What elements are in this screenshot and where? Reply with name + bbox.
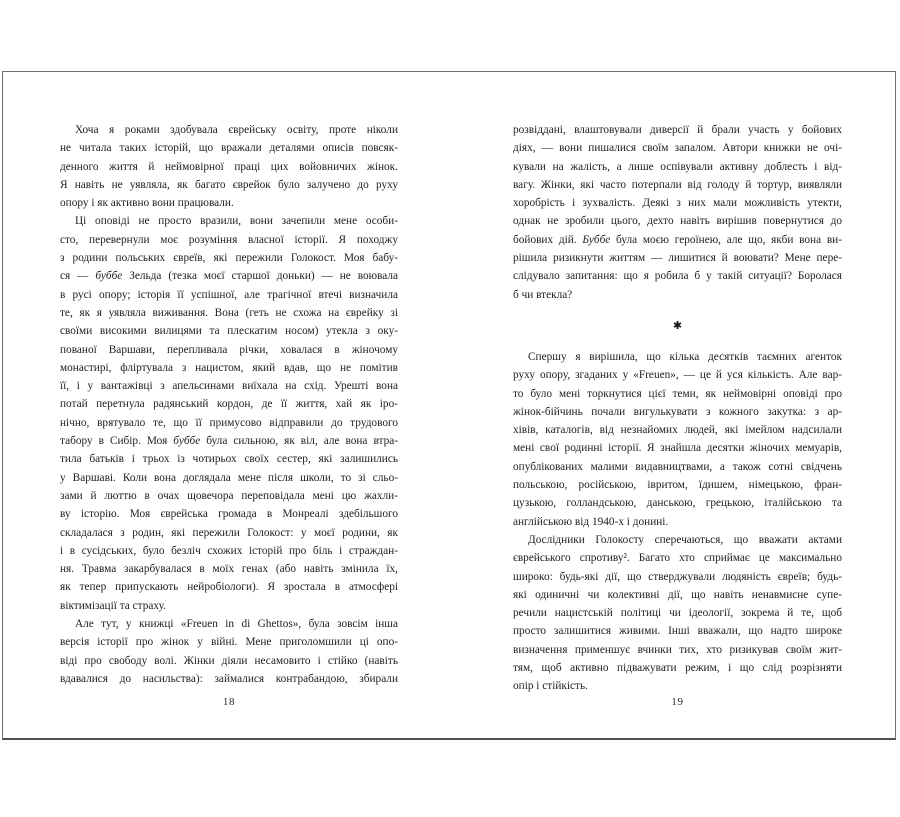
text-line: ву історію. Моя єврейська громада в Монреалі здебільшого — [60, 508, 398, 521]
paragraph — [60, 615, 398, 688]
text-line: опір і стійкість. — [513, 680, 588, 693]
text-line: Дослідники Голокосту сперечаються, що вважати актами — [528, 533, 842, 546]
text-line: версія історії про жінок у війні. Мене приголомшили ці опо- — [60, 636, 398, 649]
text-line: хівів, каталогів, від незнайомих людей, які імейлом надсилали — [513, 424, 842, 437]
text-line: кували на жалість, а лише оспівували активну доблесть і від- — [513, 160, 842, 173]
text-line: нічно, врятувало те, що її примусово відправили до трудового — [60, 416, 398, 429]
text-line: як тепер припускають нейробіологи). Я зростала в атмосфері — [60, 581, 398, 594]
text-line: визначення применшує вчинки тих, хто ризикував своїм жит- — [513, 643, 842, 656]
text-line: складалася з родин, які пережили Голокост: у моєї родини, як — [60, 526, 398, 539]
text-line: польською, російською, івритом, їдишем, німецькою, фран- — [513, 479, 842, 492]
text-line: цузькою, голландською, данською, грецькою, італійською та — [513, 497, 842, 510]
text-line: Ці оповіді не просто вразили, вони зачепили мене особи- — [75, 215, 398, 228]
text-line: Але тут, у книжці «Freuen in di Ghettos», була зовсім інша — [75, 618, 398, 631]
text-line: просто залишитися живими. Інші вважали, що надто широке — [513, 625, 842, 638]
text-line: то було мені торкнутися цієї теми, як неймовірні оповіді про — [513, 387, 842, 400]
text-line: однак не зробили цього, дехто навіть вирішив повернутися до — [513, 215, 842, 228]
text-line: б чи втекла? — [513, 288, 573, 301]
paragraph — [513, 121, 842, 304]
text-line: віді про свободу волі. Жінки діяли несамовито і стійко (навіть — [60, 654, 398, 667]
text-line: слідувало запитання: що я робила б у такій ситуації? Боролася — [513, 270, 842, 283]
text-line: не читала таких історій, що вражали деталями описів повсяк- — [60, 142, 398, 155]
text-line: монастирі, фліртувала з нацистом, який вдав, що не помітив — [60, 361, 398, 374]
text-line: ня. Травма закарбувалася в моїх генах (або навіть змінила їх, — [60, 563, 398, 576]
text-line: єврейського спротиву². Багато хто сприймає це максимально — [513, 552, 842, 565]
page-left-text — [60, 121, 398, 688]
text-line: в русі опору; історія її успішної, але трагічної втечі визначила — [60, 288, 398, 301]
text-line: Спершу я вирішила, що кілька десятків таємних агенток — [528, 350, 842, 363]
text-line: опору і як активно вони працювали. — [60, 197, 234, 210]
text-line: денного життя й неймовірної праці цих войовничих жінок. — [60, 160, 398, 173]
text-line: хоробрість і зухвалість. Деякі з них мали можливість утекти, — [513, 197, 842, 210]
asterisk-separator-icon: ✱ — [672, 319, 683, 333]
text-line: з родини польських євреїв, які пережили Голокост. Моя бабу- — [60, 252, 398, 265]
paragraph — [513, 348, 842, 531]
book-spread — [2, 71, 896, 740]
text-line: широко: будь-які дії, що стверджували людяність євреїв; будь- — [513, 570, 842, 583]
text-line: жінок-бійчинь почали вигулькувати з кожного закутка: з ар- — [513, 405, 842, 418]
text-line: табору в Сибір. Моя буббе була сильною, як віл, але вона втра- — [60, 435, 398, 448]
text-line: які одиничні чи колективні дії, що навіть ненавмисне супе- — [513, 588, 842, 601]
page-left — [3, 72, 449, 738]
text-line: бойових дій. Буббе була моєю героїнею, але що, якби вона ви- — [513, 233, 842, 246]
text-line: тям, щоб активно підважувати режим, і що слід розрізняти — [513, 662, 842, 675]
text-line: і в сусідських, було безліч схожих історій про біль і страждан- — [60, 544, 398, 557]
text-line: рішила ризикнути життям — лишитися й воювати? Мене пере- — [513, 252, 842, 265]
text-line: віктимізації та страху. — [60, 599, 166, 612]
text-line: те, як я уявляла виживання. Вона (геть не схожа на єврейку зі — [60, 306, 398, 319]
text-line: руху опору, згаданих у «Freuen», — це й уся кількість. Але вар- — [513, 369, 842, 382]
paragraph — [60, 121, 398, 212]
text-line: англійською від 1940-х і донині. — [513, 515, 669, 528]
text-line: зами й люттю в очах щовечора переповідала мені цю жахли- — [60, 489, 398, 502]
text-line: тила батьків і трьох із чотирьох своїх сестер, які залишились — [60, 453, 398, 466]
text-line: речили нацистській політиці чи ідеології, зокрема й те, щоб — [513, 607, 842, 620]
text-line: Я навіть не уявляла, як багато єврейок було залучено до руху — [60, 178, 398, 191]
text-line: мені свої родинні історії. Я знайшла десятки жіночих мемуарів, — [513, 442, 842, 455]
page-right — [449, 72, 895, 738]
text-line: пованої Варшави, перепливала річки, ховалася в жіночому — [60, 343, 398, 356]
text-line: ся — буббе Зельда (тезка моєї старшої доньки) — не воювала — [60, 270, 398, 283]
page-number-right: 19 — [671, 696, 684, 708]
text-line: розвіддані, влаштовували диверсії й брали участь у бойових — [513, 124, 842, 136]
text-line: вагу. Жінки, які часто потерпали від голоду й тортур, виявляли — [513, 178, 842, 191]
text-line: опублікованих малими видавництвами, а також сотні свідчень — [513, 460, 842, 473]
text-line: у Варшаві. Коли вона доглядала мене після школи, то зі сльо- — [60, 471, 398, 484]
text-line: сто, перевернули моє розуміння власної історії. Я походжу — [60, 233, 398, 246]
text-line: вдавалися до насильства): займалися контрабандою, збирали — [60, 672, 398, 685]
paragraph — [513, 531, 842, 696]
page-number-left: 18 — [222, 696, 236, 708]
page-right-text — [513, 121, 842, 696]
text-line: своїми високими вилицями та плескатим носом) утекла з оку- — [60, 325, 398, 338]
paragraph — [60, 212, 398, 615]
text-line: потай перетнула радянський кордон, де її життя, хай як іро- — [60, 398, 398, 411]
text-line: її, і у вантажівці з апельсинами виїхала на схід. Урешті вона — [60, 380, 398, 393]
text-line: Хоча я роками здобувала єврейську освіту, проте ніколи — [75, 124, 398, 136]
text-line: діях, — вони пишалися своїм запалом. Автори книжки не очі- — [513, 142, 842, 155]
